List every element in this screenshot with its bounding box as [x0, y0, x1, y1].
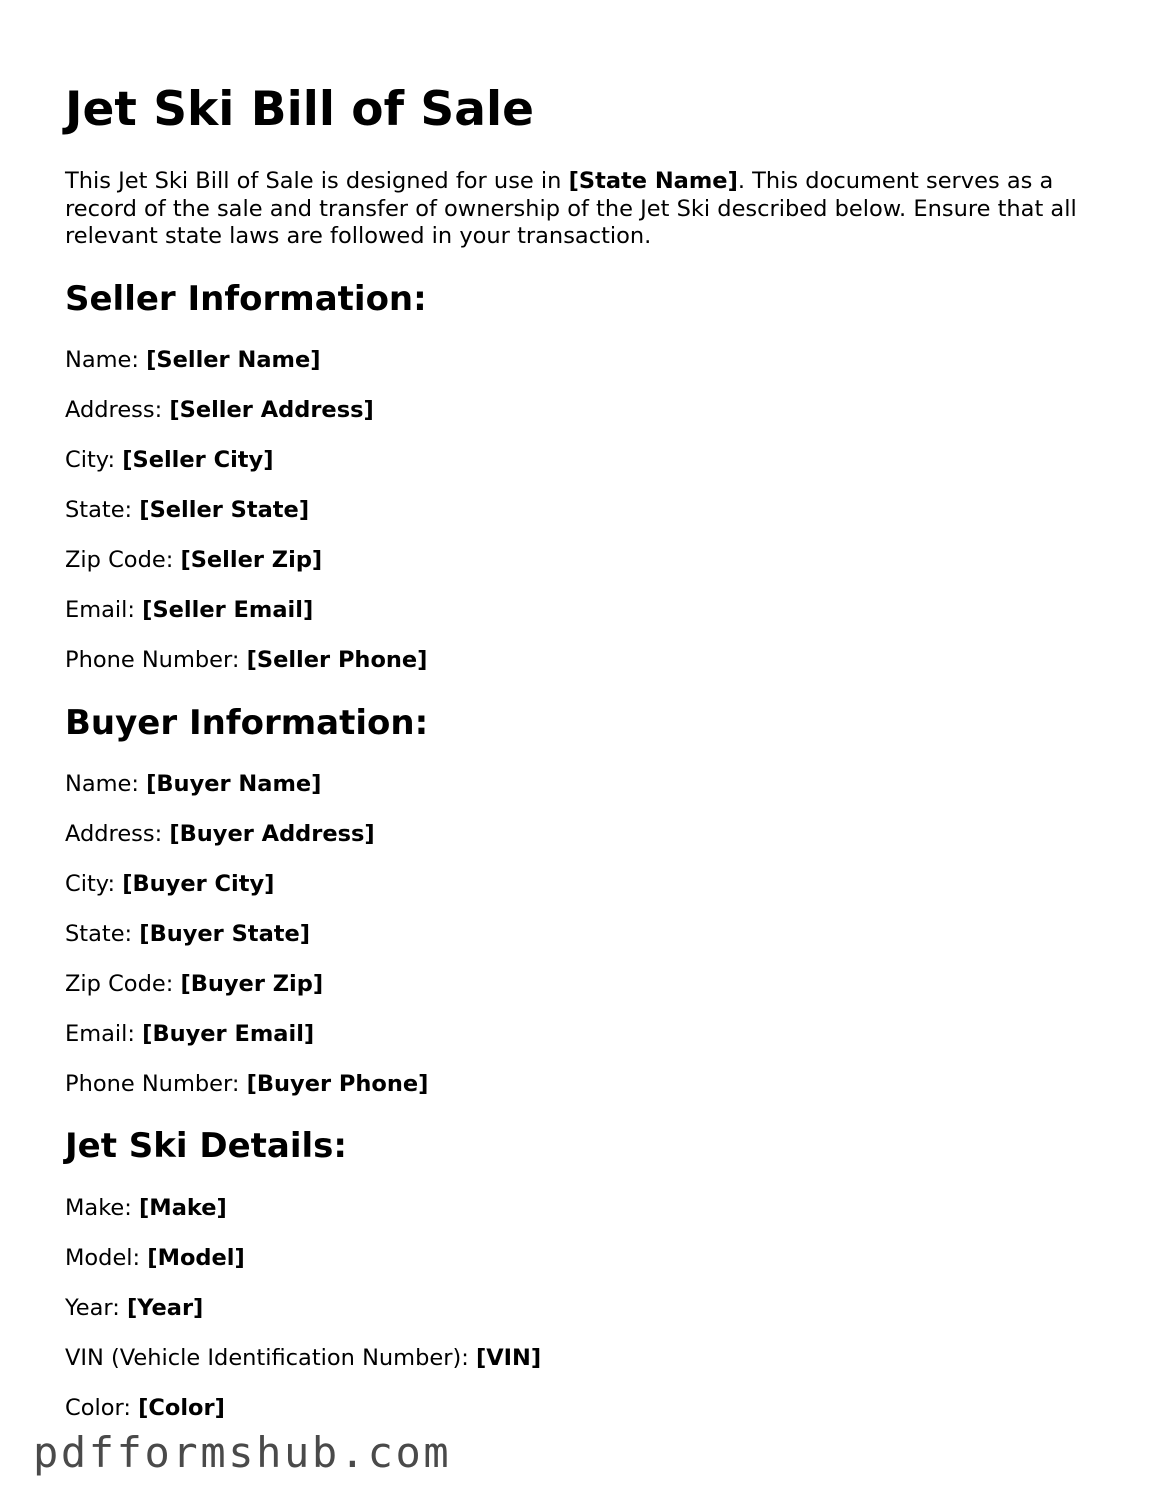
field-value: [Year]	[126, 1295, 204, 1321]
field-label: City:	[65, 871, 123, 897]
seller-zip-field	[65, 546, 322, 574]
field-label: Zip Code:	[65, 971, 181, 997]
field-value: [Seller Address]	[169, 397, 374, 423]
field-value: [Buyer Name]	[146, 771, 322, 797]
field-label: Make:	[65, 1195, 140, 1221]
buyer-name-field	[65, 770, 321, 798]
seller-state-field	[65, 496, 309, 524]
seller-city-field	[65, 446, 274, 474]
field-value: [Model]	[147, 1245, 245, 1271]
field-label: Year:	[65, 1295, 127, 1321]
field-label: Phone Number:	[65, 1071, 247, 1097]
field-value: [Seller Zip]	[180, 547, 323, 573]
field-label: Email:	[65, 1021, 143, 1047]
field-value: [Color]	[138, 1395, 225, 1421]
field-value: [Buyer City]	[122, 871, 275, 897]
buyer-address-field	[65, 820, 375, 848]
buyer-phone-field	[65, 1070, 428, 1098]
jetski-color-field	[65, 1394, 225, 1422]
buyer-email-field	[65, 1020, 314, 1048]
site-watermark: pdfformshub.com	[33, 1428, 452, 1477]
field-label: Zip Code:	[65, 547, 181, 573]
seller-address-field	[65, 396, 374, 424]
field-value: [Buyer Phone]	[246, 1071, 429, 1097]
field-label: Phone Number:	[65, 647, 247, 673]
intro-text-before: This Jet Ski Bill of Sale is designed for use in	[65, 168, 569, 194]
seller-name-field	[65, 346, 321, 374]
field-value: [Buyer Zip]	[180, 971, 324, 997]
field-label: City:	[65, 447, 123, 473]
buyer-zip-field	[65, 970, 323, 998]
field-label: Name:	[65, 347, 147, 373]
field-value: [Seller Name]	[146, 347, 321, 373]
jetski-year-field	[65, 1294, 203, 1322]
field-label: Name:	[65, 771, 147, 797]
field-label: Color:	[65, 1395, 139, 1421]
seller-phone-field	[65, 646, 427, 674]
jetski-model-field	[65, 1244, 245, 1272]
jetski-heading: Jet Ski Details:	[65, 1126, 348, 1166]
buyer-heading: Buyer Information:	[65, 703, 429, 743]
field-label: State:	[65, 921, 140, 947]
jetski-vin-field	[65, 1344, 541, 1372]
field-label: Model:	[65, 1245, 148, 1271]
field-label: State:	[65, 497, 140, 523]
field-label: Email:	[65, 597, 143, 623]
field-value: [Seller Email]	[142, 597, 314, 623]
state-name-placeholder: [State Name]	[568, 168, 738, 194]
buyer-state-field	[65, 920, 310, 948]
field-label: Address:	[65, 821, 170, 847]
field-value: [Make]	[139, 1195, 227, 1221]
field-value: [Seller State]	[139, 497, 310, 523]
field-value: [Seller Phone]	[246, 647, 428, 673]
intro-paragraph	[65, 168, 1110, 251]
field-value: [Buyer State]	[139, 921, 311, 947]
page-title: Jet Ski Bill of Sale	[65, 82, 534, 137]
buyer-city-field	[65, 870, 274, 898]
intro-text-after: . This document serves as a record of the sale and transfer of ownership of the Jet Ski described below. Ensure that all relevant state laws are followed in your transaction.	[65, 168, 1077, 249]
field-value: [Buyer Address]	[169, 821, 375, 847]
jetski-make-field	[65, 1194, 227, 1222]
field-value: [Seller City]	[122, 447, 274, 473]
seller-email-field	[65, 596, 313, 624]
seller-heading: Seller Information:	[65, 279, 427, 319]
field-value: [Buyer Email]	[142, 1021, 315, 1047]
field-value: [VIN]	[475, 1345, 542, 1371]
field-label: VIN (Vehicle Identification Number):	[65, 1345, 476, 1371]
field-label: Address:	[65, 397, 170, 423]
